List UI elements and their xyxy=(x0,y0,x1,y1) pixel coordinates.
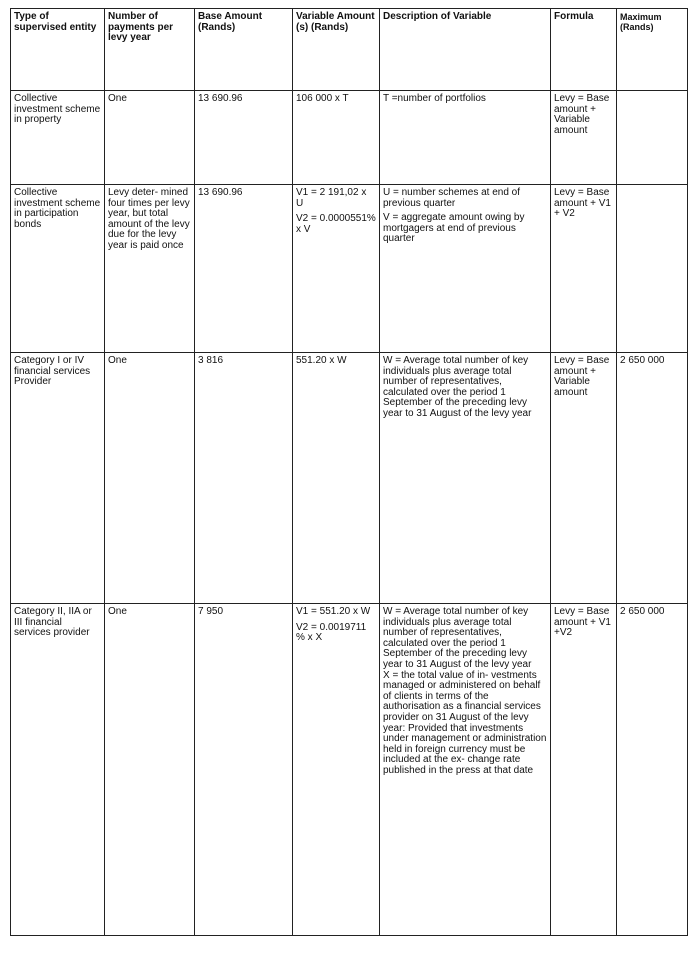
payments-cell: One xyxy=(105,353,195,604)
description-cell xyxy=(380,185,551,353)
header-base-amount: Base Amount (Rands) xyxy=(195,9,293,91)
variable-amount-cell xyxy=(293,353,380,604)
maximum-cell: 2 650 000 xyxy=(617,604,688,936)
payments-cell: One xyxy=(105,604,195,936)
variable-line: V2 = 0.0019711 % x X xyxy=(296,621,367,644)
header-formula: Formula xyxy=(551,9,617,91)
payments-cell: One xyxy=(105,91,195,185)
description-line: W = Average total number of key individuals plus average total number of representatives, calculated over the period 1 September of the preceding levy year to 31 August of the levy year xyxy=(383,606,532,670)
table-row xyxy=(11,185,688,353)
maximum-cell: 2 650 000 xyxy=(617,353,688,604)
base-amount-cell: 13 690.96 xyxy=(195,91,293,185)
header-row xyxy=(11,9,688,91)
variable-line: V1 = 2 191,02 x U xyxy=(296,187,367,209)
base-amount-cell: 13 690.96 xyxy=(195,185,293,353)
formula-cell: Levy = Base amount + Variable amount xyxy=(551,353,617,604)
header-payments: Number of payments per levy year xyxy=(105,9,195,91)
description-cell xyxy=(380,353,551,604)
variable-amount-cell xyxy=(293,604,380,936)
maximum-cell xyxy=(617,185,688,353)
variable-line: V2 = 0.0000551% x V xyxy=(296,213,376,235)
description-cell xyxy=(380,91,551,185)
base-amount-cell: 7 950 xyxy=(195,604,293,936)
table-row xyxy=(11,604,688,936)
description-line: W = Average total number of key individuals plus average total number of representatives, calculated over the period 1 September of the preceding levy year to 31 August of the levy year xyxy=(383,355,532,419)
variable-amount-cell xyxy=(293,185,380,353)
description-line: U = number schemes at end of previous quarter xyxy=(383,187,521,209)
formula-cell: Levy = Base amount + V1 + V2 xyxy=(551,185,617,353)
table-row xyxy=(11,91,688,185)
variable-line: V1 = 551.20 x W xyxy=(296,606,371,617)
description-line: X = the total value of in- vestments managed or administered on behalf of clients in terms of the authorisation as a financial services provider on 31 August of the levy year: Provided that investments under management or administration held in foreign currency must be included at the ex- change rate published in the press at that date xyxy=(383,669,547,776)
formula-cell: Levy = Base amount + Variable amount xyxy=(551,91,617,185)
header-entity: Type of supervised entity xyxy=(11,9,105,91)
header-variable-amount: Variable Amount (s) (Rands) xyxy=(293,9,380,91)
variable-amount-cell xyxy=(293,91,380,185)
formula-cell: Levy = Base amount + V1 +V2 xyxy=(551,604,617,936)
description-cell xyxy=(380,604,551,936)
payments-cell: Levy deter- mined four times per levy year, but total amount of the levy due for the levy year is paid once xyxy=(105,185,195,353)
variable-line: 551.20 x W xyxy=(296,355,347,366)
entity-cell: Category I or IV financial services Provider xyxy=(11,353,105,604)
description-line: V = aggregate amount owing by mortgagers at end of previous quarter xyxy=(383,212,525,245)
table-row xyxy=(11,353,688,604)
base-amount-cell: 3 816 xyxy=(195,353,293,604)
description-line: T =number of portfolios xyxy=(383,93,486,104)
entity-cell: Category II, IIA or III financial services provider xyxy=(11,604,105,936)
maximum-cell xyxy=(617,91,688,185)
entity-cell: Collective investment scheme in participation bonds xyxy=(11,185,105,353)
levy-table xyxy=(10,8,688,936)
header-maximum: Maximum (Rands) xyxy=(617,9,688,91)
variable-line: 106 000 x T xyxy=(296,93,349,104)
header-description: Description of Variable xyxy=(380,9,551,91)
entity-cell: Collective investment scheme in property xyxy=(11,91,105,185)
